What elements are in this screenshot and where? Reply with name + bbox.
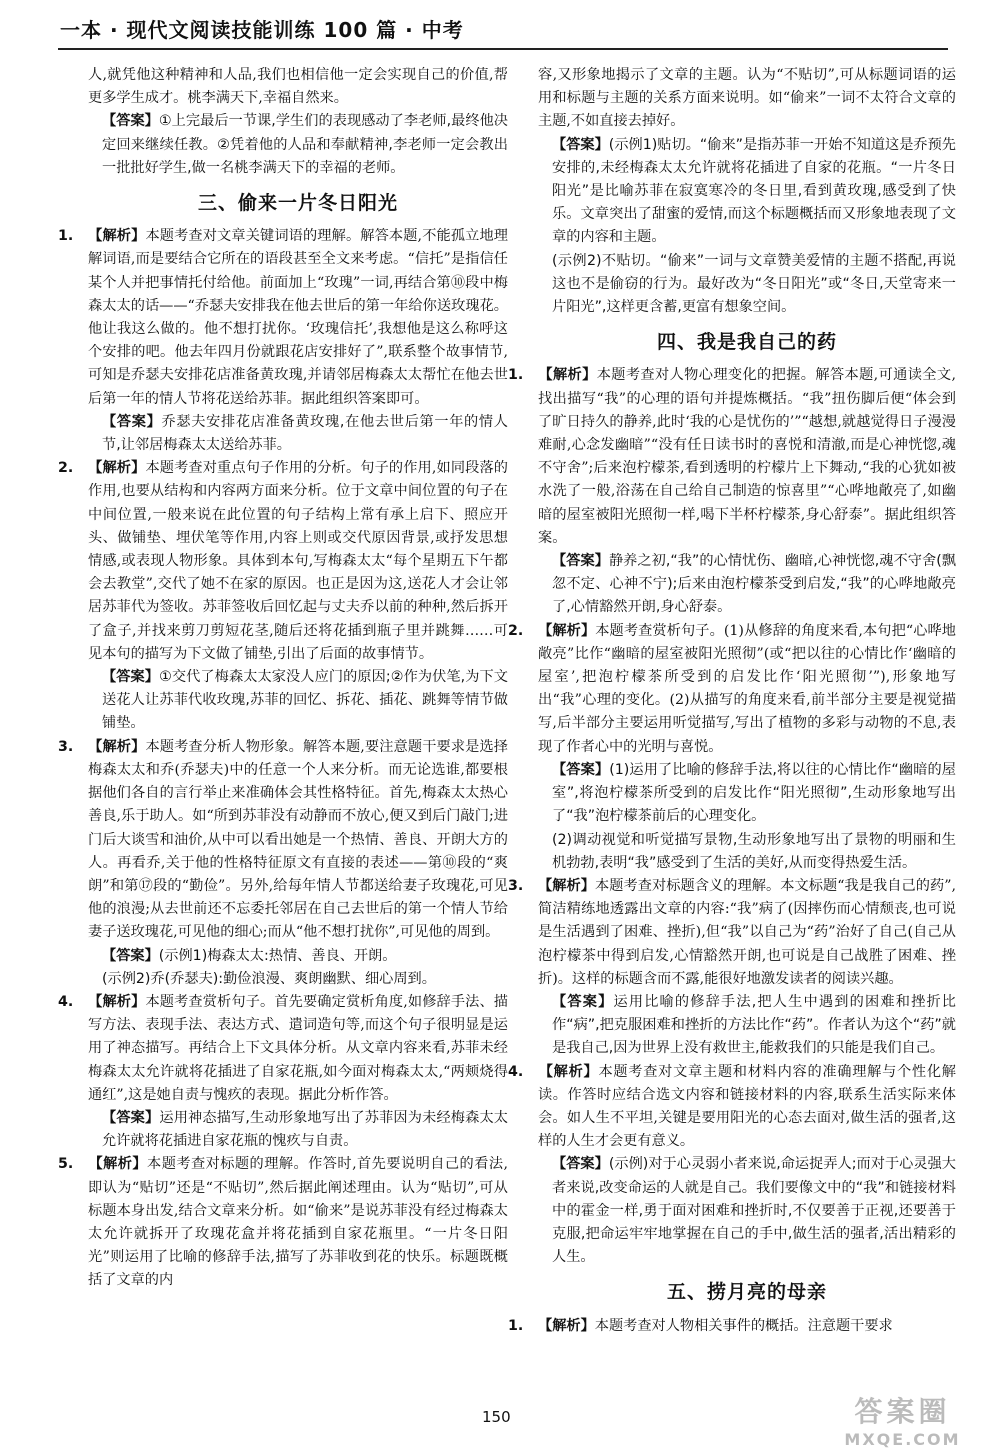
question-5-answer	[538, 134, 956, 250]
left-column	[58, 64, 508, 1293]
intro-paragraph: 人,就凭他这种精神和人品,我们也相信他一定会实现自己的价值,帮更多学生成才。桃李满天下,幸福自然来。	[88, 67, 508, 107]
analysis-tag: 【解析】	[538, 367, 597, 384]
answer-tag: 【答案】	[552, 993, 614, 1010]
question-3-analysis	[58, 736, 508, 945]
question-5-answer-example2: (示例2)不贴切。“偷来”一词与文章赞美爱情的主题不搭配,再说这也不是偷窃的行为。最好改为“冬日阳光”或“冬日,天堂寄来一片阳光”,这样更含蓄,更富有想象空间。	[552, 252, 956, 316]
question-number: 3.	[58, 738, 74, 755]
question-number: 1.	[58, 228, 74, 245]
question-5-analysis	[58, 1153, 508, 1292]
question-number: 4.	[58, 993, 74, 1010]
question-2-answer	[88, 666, 508, 736]
answer-text: (示例1)贴切。“偷来”是指苏菲一开始不知道这是乔预先安排的,未经梅森太太允许就将花插进了自家的花瓶。“一片冬日阳光”是比喻苏菲在寂寞寒冷的冬日里,看到黄玫瑰,感受到了快乐。文章突出了甜蜜的爱情,而这个标题概括而又形象地表现了文章的内容和主题。	[552, 136, 956, 246]
question-3-answer-example2: (示例2)乔(乔瑟夫):勤俭浪漫、爽朗幽默、细心周到。	[102, 970, 436, 987]
analysis-text: 本题考查对重点句子作用的分析。句子的作用,如同段落的作用,也要从结构和内容两方面来分析。位于文章中间位置的句子在中间位置,一般来说在此位置的句子结构上常有承上启下、照应开头、做铺垫、埋伏笔等作用,内容上则或交代原因背景,或抒发思想情感,或表现人物形象。具体到本句,写梅森太太“每个星期五下午都会去教堂”,交代了她不在家的原因。也正是因为这,送花人才会让邻居苏菲代为签收。苏菲签收后回忆起与丈夫乔以前的种种,然后拆开了盒子,并找来剪刀剪短花茎,随后还将花插到瓶子里并跳舞……可见本句的描写为下文做了铺垫,引出了后面的故事情节。	[88, 460, 508, 662]
analysis-tag: 【解析】	[538, 1063, 599, 1080]
answer-text: (示例)对于心灵弱小者来说,命运捉弄人;而对于心灵强大者来说,改变命运的人就是自己。我们要像文中的“我”和链接材料中的霍金一样,勇于面对困难和挫折时,不仅要善于正视,还要善于克服,把命运牢牢地掌握在自己的手中,做生活的强者,活出精彩的人生。	[552, 1156, 956, 1266]
watermark-logo	[815, 1390, 990, 1450]
s4-question-4-answer	[538, 1153, 956, 1269]
header-rule	[58, 48, 948, 50]
answer-tag: 【答案】	[102, 113, 159, 130]
question-2-analysis	[58, 457, 508, 666]
question-number: 4.	[508, 1063, 524, 1080]
s4-question-3-analysis	[508, 875, 956, 991]
question-4-analysis	[58, 991, 508, 1107]
s4-question-1-analysis	[508, 364, 956, 550]
analysis-text: 本题考查对文章关键词语的理解。解答本题,不能孤立地理解词语,而是要结合它所在的语段甚至全文来考虑。“信托”是指信任某个人并把事情托付给他。前面加上“玫瑰”一词,再结合第⑩段中梅森太太的话——“乔瑟夫安排我在他去世后的第一年给你送玫瑰花。他让我这么做的。他不想打扰你。‘玫瑰信托’,我想他是这么称呼这个安排的吧。他去年四月份就跟花店安排好了”,联系整个故事情节,可知是乔瑟夫安排花店准备黄玫瑰,并请邻居梅森太太帮忙在他去世后第一年的情人节将花送给苏菲。据此组织答案即可。	[88, 228, 508, 407]
answer-tag: 【答案】	[102, 669, 160, 686]
answer-tag: 【答案】	[552, 1156, 609, 1173]
s5-question-1-analysis	[508, 1315, 956, 1338]
section-title-5: 五、捞月亮的母亲	[666, 1281, 827, 1304]
answer-text: 静养之初,“我”的心情忧伤、幽暗,心神恍惚,魂不守舍(飘忽不定、心神不宁);后来由泡柠檬茶受到启发,“我”的心哗地敞亮了,心情豁然开朗,身心舒泰。	[552, 553, 956, 616]
question-3-answer	[88, 945, 508, 968]
question-number: 2.	[508, 622, 524, 639]
running-header: 一本 · 现代文阅读技能训练 100 篇 · 中考	[60, 18, 464, 42]
question-1-answer	[88, 411, 508, 457]
section-title-4: 四、我是我自己的药	[656, 331, 837, 354]
analysis-tag: 【解析】	[538, 1317, 595, 1334]
analysis-tag: 【解析】	[88, 738, 146, 755]
watermark-line2: MXQE.COM	[844, 1430, 961, 1449]
watermark-line1: 答案圈	[854, 1395, 951, 1428]
answer-tag: 【答案】	[102, 413, 162, 430]
question-number: 3.	[508, 877, 524, 894]
question-number: 1.	[508, 1317, 524, 1334]
question-number: 2.	[58, 460, 74, 477]
analysis-text: 本题考查对标题含义的理解。本文标题“我是我自己的药”,简洁精练地透露出文章的内容:“我”病了(因摔伤而心情颓丧,也可说是生活遇到了困难、挫折),但“我”以自己为“药”治好了自己(自己从泡柠檬茶中得到启发,心情豁然开朗,也可说是自己战胜了困难、挫折)。这样的标题含而不露,能很好地激发读者的阅读兴趣。	[538, 877, 956, 987]
question-number: 5.	[58, 1156, 74, 1173]
analysis-tag: 【解析】	[88, 460, 146, 477]
question-number: 1.	[508, 367, 524, 384]
s4-question-2-analysis	[508, 620, 956, 759]
analysis-tag: 【解析】	[88, 228, 146, 245]
answer-text: (1)运用了比喻的修辞手法,将以往的心情比作“幽暗的屋室”,将泡柠檬茶所受到的启发比作“阳光照彻”,生动形象地写出了“我”泡柠檬茶前后的心理变化。	[552, 761, 956, 825]
intro-answer	[88, 110, 508, 180]
analysis-text: 本题考查对人物相关事件的概括。注意题干要求	[594, 1317, 893, 1334]
answer-text: (示例1)梅森太太:热情、善良、开朗。	[158, 947, 397, 964]
answer-tag: 【答案】	[102, 947, 159, 964]
s4-question-3-answer	[538, 991, 956, 1061]
s4-question-2-answer	[538, 759, 956, 829]
section-title-3: 三、偷来一片冬日阳光	[197, 192, 398, 215]
analysis-text: 本题考查分析人物形象。解答本题,要注意题干要求是选择梅森太太和乔(乔瑟夫)中的任意一个人来分析。而无论选谁,都要根据他们各自的言行举止来准确体会其性格特征。首先,梅森太太热心善良,乐于助人。如“所到苏菲没有动静而不放心,便又到后门敲门;进门后大谈雪和油价,从中可以看出她是一个热情、善良、开朗大方的人。再看乔,关于他的性格特征原文有直接的表述——第⑩段的“爽朗”和第⑰段的“勤俭”。另外,给每年情人节都送给妻子玫瑰花,可见他的浪漫;从去世前还不忘委托邻居在自己去世后的第一个情人节给妻子送玫瑰花,可见他的细心;而从“他不想打扰你”,可见他的周到。	[88, 738, 508, 941]
analysis-tag: 【解析】	[88, 993, 146, 1010]
answer-tag: 【答案】	[552, 553, 609, 570]
answer-text: 乔瑟夫安排花店准备黄玫瑰,在他去世后第一年的情人节,让邻居梅森太太送给苏菲。	[102, 413, 508, 454]
s4-question-1-answer	[538, 550, 956, 620]
analysis-tag: 【解析】	[538, 877, 596, 894]
page-number: 150	[482, 1408, 511, 1426]
answer-tag: 【答案】	[102, 1109, 160, 1126]
analysis-text: 本题考查对文章主题和材料内容的准确理解与个性化解读。作答时应结合选文内容和链接材料的内容,联系生活实际来体会。如人生不平坦,关键是要用阳光的心态去面对,做生活的强者,这样的人生才会更有意义。	[538, 1063, 956, 1150]
answer-text: 运用神态描写,生动形象地写出了苏菲因为未经梅森太太允许就将花插进自家花瓶的愧疚与自责。	[102, 1109, 508, 1150]
analysis-text: 本题考查赏析句子。首先要确定赏析角度,如修辞手法、描写方法、表现手法、表达方式、遣词造句等,而这个句子很明显是运用了神态描写。再结合上下文具体分析。从文章内容来看,苏菲未经梅森太太允许就将花插进了自家花瓶,如今面对梅森太太,“两颊烧得通红”,这是她自责与愧疚的表现。据此分析作答。	[88, 993, 508, 1103]
analysis-tag: 【解析】	[88, 1156, 148, 1173]
analysis-text: 本题考查对人物心理变化的把握。解答本题,可通读全文,找出描写“我”的心理的语句并提炼概括。“我”扭伤脚后便“体会到了旷日持久的静养,此时‘我的心是忧伤的’”“越想,就越觉得日子漫漫难耐,心念发幽暗”“没有任日读书时的喜悦和清澈,而是心神恍惚,魂不守舍”;后来泡柠檬茶,看到透明的柠檬片上下舞动,“我的心犹如被水洗了一般,浴荡在自己给自己制造的惊喜里”“心哗地敞亮了,如幽暗的屋室被阳光照彻一样,喝下半杯柠檬茶,身心舒泰”。据此组织答案。	[538, 367, 956, 546]
answer-text: ①交代了梅森太太家没人应门的原因;②作为伏笔,为下文送花人让苏菲代收玫瑰,苏菲的回忆、拆花、插花、跳舞等情节做铺垫。	[102, 669, 508, 732]
question-1-analysis	[58, 225, 508, 411]
answer-text: ①上完最后一节课,学生们的表现感动了李老师,最终他决定回来继续任教。②凭着他的人品和奉献精神,李老师一定会教出一批批好学生,做一名桃李满天下的幸福的老师。	[102, 113, 508, 176]
answer-tag: 【答案】	[552, 761, 610, 778]
analysis-text: 本题考查对标题的理解。作答时,首先要说明自己的看法,即认为“贴切”还是“不贴切”,然后据此阐述理由。认为“贴切”,可从标题本身出发,结合文章来分析。如“偷来”是说苏菲没有经过梅森太太允许就拆开了玫瑰花盒并将花插到自家花瓶里。“一片冬日阳光”则运用了比喻的修辞手法,描写了苏菲收到花的快乐。标题既概括了文章的内	[88, 1156, 508, 1289]
answer-text: 运用比喻的修辞手法,把人生中遇到的困难和挫折比作“病”,把克服困难和挫折的方法比作“药”。作者认为这个“药”就是我自己,因为世界上没有救世主,能救我们的只能是我们自己。	[552, 993, 956, 1057]
right-column	[508, 64, 956, 1338]
s4-question-2-answer-part2: (2)调动视觉和听觉描写景物,生动形象地写出了景物的明丽和生机勃勃,表明“我”感受到了生活的美好,从而变得热爱生活。	[552, 831, 956, 871]
continued-analysis: 容,又形象地揭示了文章的主题。认为“不贴切”,可从标题词语的运用和标题与主题的关系方面来说明。如“偷来”一词不太符合文章的主题,不如直接去掉好。	[538, 67, 956, 130]
analysis-tag: 【解析】	[538, 622, 596, 639]
question-4-answer	[88, 1107, 508, 1153]
s4-question-4-analysis	[508, 1061, 956, 1154]
analysis-text: 本题考查赏析句子。(1)从修辞的角度来看,本句把“心哗地敞亮”比作“幽暗的屋室被阳光照彻”(或“把以往的心情比作‘幽暗的屋室’,把泡柠檬茶所受到的启发比作‘阳光照彻’”),形象地写出“我”心理的变化。(2)从描写的角度来看,前半部分主要是视觉描写,后半部分主要运用听觉描写,写出了植物的多彩与动物的不息,表现了作者心中的光明与喜悦。	[538, 622, 956, 755]
answer-tag: 【答案】	[552, 136, 609, 153]
